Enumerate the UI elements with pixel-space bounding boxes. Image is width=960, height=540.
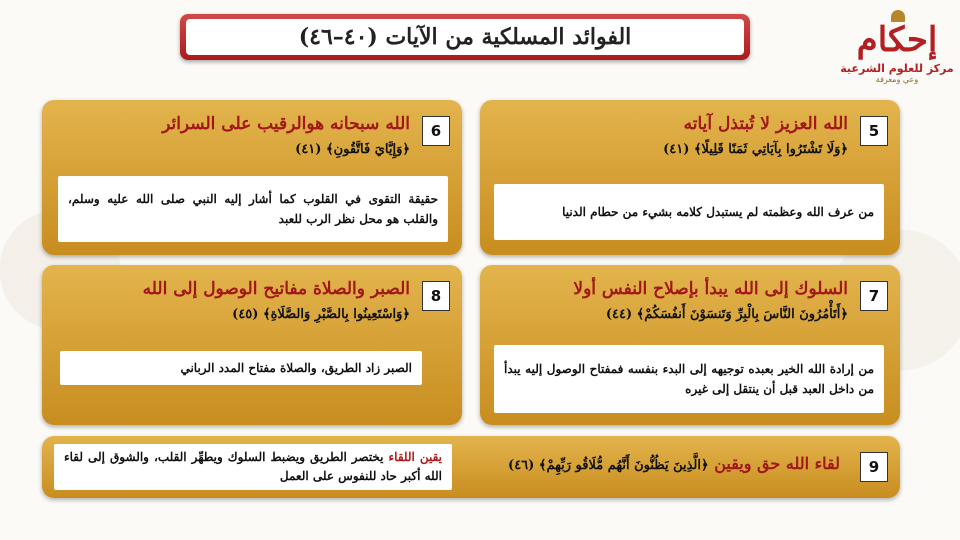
logo-subtitle: مركز للعلوم الشرعية <box>840 62 954 75</box>
page-title: الفوائد المسلكية من الآيات (٤٠–٤٦) <box>186 19 744 55</box>
card-verse: ﴿وَلَا تَشْتَرُوا بِآيَاتِي ثَمَنًا قَلِيلًا﴾ (٤١) <box>663 142 848 157</box>
benefit-card-8 <box>42 265 462 425</box>
card-verse: ﴿وَاسْتَعِينُوا بِالصَّبْرِ وَالصَّلَاةِ﴾ (٤٥) <box>232 307 410 322</box>
benefit-card-9 <box>42 436 900 498</box>
card-number: 8 <box>422 281 450 311</box>
card-body: من إرادة الله الخير بعبده توجيهه إلى البدء بنفسه فمفتاح الوصول إليه يبدأ من داخل العبد قبل أن ينتقل إلى غيره <box>494 345 884 413</box>
logo-mark <box>855 10 939 62</box>
card-title: الله سبحانه هوالرقيب على السرائر <box>162 114 410 134</box>
card-title: الصبر والصلاة مفاتيح الوصول إلى الله <box>142 279 410 299</box>
card-body-text: يختصر الطريق ويضبط السلوك ويطهِّر القلب، والشوق إلى لقاء الله أكبر حاد للنفوس على العمل <box>64 450 442 483</box>
logo-tagline: وعي ومعرفة <box>875 75 919 84</box>
ihkam-logo <box>838 10 956 100</box>
logo-wordmark: إحكام <box>856 20 938 60</box>
card-body: من عرف الله وعظمته لم يستبدل كلامه بشيء من حطام الدنيا <box>494 184 884 240</box>
benefit-card-7 <box>480 265 900 425</box>
card-title: الله العزيز لا تُبتذل آياته <box>683 114 848 134</box>
card-number: 6 <box>422 116 450 146</box>
card-title: لقاء الله حق ويقين <box>714 454 840 473</box>
card-title-group <box>508 454 840 473</box>
card-body <box>54 444 452 490</box>
card-body: حقيقة التقوى في القلوب كما أشار إليه النبي صلى الله عليه وسلم، والقلب هو محل نظر الرب للعبد <box>58 176 448 242</box>
card-title: السلوك إلى الله يبدأ بإصلاح النفس أولا <box>573 279 848 299</box>
highlighted-phrase: يقين اللقاء <box>388 450 442 464</box>
card-number: 7 <box>860 281 888 311</box>
card-body: الصبر زاد الطريق، والصلاة مفتاح المدد الرباني <box>60 351 422 385</box>
title-banner <box>180 14 750 60</box>
card-verse: ﴿وَإِيَّايَ فَاتَّقُونِ﴾ (٤١) <box>295 142 410 157</box>
card-number: 5 <box>860 116 888 146</box>
benefit-card-5 <box>480 100 900 255</box>
card-verse: ﴿الَّذِينَ يَظُنُّونَ أَنَّهُم مُّلَاقُو رَبِّهِمْ﴾ (٤٦) <box>508 458 709 473</box>
benefit-card-6 <box>42 100 462 255</box>
card-number: 9 <box>860 452 888 482</box>
card-verse: ﴿أَتَأْمُرُونَ النَّاسَ بِالْبِرِّ وَتَنسَوْنَ أَنفُسَكُمْ﴾ (٤٤) <box>605 307 848 322</box>
